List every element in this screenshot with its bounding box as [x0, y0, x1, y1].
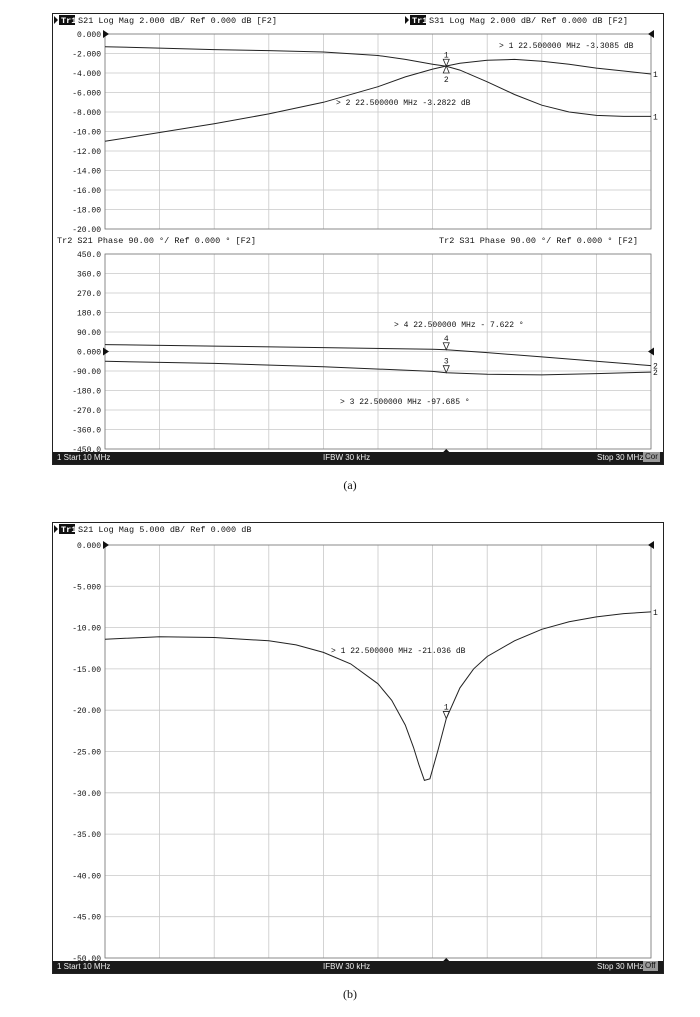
chart-a-top-ytick-label: -2.000: [72, 50, 101, 60]
status-ifbw-a: IFBW 30 kHz: [323, 453, 371, 462]
chart-a-bottom-ytick-label: 270.0: [76, 290, 101, 299]
chart-a-bottom-ytick-label: -270.0: [72, 407, 101, 416]
chart-b-ytick-label: -5.000: [72, 583, 101, 593]
chart-b-ytick-label: -30.00: [72, 789, 101, 799]
chart-b-marker-label: 1: [443, 703, 449, 713]
chart-a-top-ytick-label: -8.000: [72, 109, 101, 118]
chart-a-bottom-marker-label: 3: [443, 357, 449, 367]
chart-a-top-marker-readout: > 2 22.500000 MHz -3.2822 dB: [336, 99, 471, 108]
status-bar-b: [53, 961, 663, 973]
header-s21-logmag-text: S21 Log Mag 2.000 dB/ Ref 0.000 dB [F2]: [78, 16, 277, 26]
chart-a-bottom-marker-triangle: [443, 343, 449, 350]
chart-a-bottom-ytick-label: -180.0: [72, 387, 101, 397]
chart-a-top-ytick-label: -14.00: [72, 167, 101, 177]
caption-b: (b): [343, 987, 357, 1001]
chart-a-bottom-ytick-label: 450.0: [76, 251, 101, 260]
chart-a-bottom-ytick-label: 0.000: [76, 348, 101, 358]
chart-b-marker-readout: > 1 22.500000 MHz -21.036 dB: [331, 647, 466, 656]
chart-a-bottom-marker-triangle: [443, 366, 449, 373]
chart-a-top-ytick-label: -16.00: [72, 187, 101, 196]
chart-a-bottom-marker-readout: > 3 22.500000 MHz -97.685 °: [340, 398, 470, 407]
chart-a-top-ref-pointer-left: [103, 30, 109, 38]
chart-panel-a: [52, 13, 664, 465]
header-s21-logmag-b-active-arrow: [54, 525, 58, 533]
status-ifbw-b: IFBW 30 kHz: [323, 962, 371, 971]
chart-a-top-ytick-label: 0.000: [76, 31, 101, 40]
chart-b-ytick-label: -50.00: [72, 955, 101, 961]
chart-a-top-ytick-label: -10.00: [72, 128, 101, 138]
status-stop-a: Stop 30 MHz: [597, 453, 644, 462]
chart-a-bottom-ytick-label: 180.0: [76, 309, 101, 319]
chart-b-ytick-label: -20.00: [72, 707, 101, 717]
chart-b-ytick-label: -35.00: [72, 831, 101, 841]
caption-a: (a): [343, 478, 357, 492]
chart-b-ytick-label: -10.00: [72, 624, 101, 634]
chart-a-top-ytick-label: -20.00: [72, 226, 101, 235]
chart-a-bottom-ytick-label: -360.0: [72, 426, 101, 436]
header-s21-logmag-b-text: S21 Log Mag 5.000 dB/ Ref 0.000 dB: [78, 525, 252, 535]
chart-a-top-series-end-label: 1: [653, 70, 658, 80]
status-off-badge-b[interactable]: Off: [645, 961, 656, 970]
chart-b-svg: [53, 523, 663, 961]
header-s21-logmag-b-badge: Tr1: [61, 525, 77, 535]
header-s21-phase: Tr2 S21 Phase 90.00 °/ Ref 0.000 ° [F2]: [57, 236, 256, 246]
status-start-a: 1 Start 10 MHz: [57, 453, 111, 462]
chart-a-bottom-marker-label: 4: [443, 334, 449, 344]
header-s31-logmag-badge: Tr1: [412, 16, 428, 26]
chart-a-top-marker-label: 1: [443, 51, 449, 61]
chart-b-ytick-label: -15.00: [72, 665, 101, 675]
header-s21-logmag-badge: Tr1: [61, 16, 77, 26]
chart-b-ytick-label: -25.00: [72, 748, 101, 758]
chart-a-top-ytick-label: -6.000: [72, 89, 101, 99]
chart-a-bottom-group: [72, 251, 658, 452]
chart-a-top-ytick-label: -18.00: [72, 206, 101, 216]
status-bar-a: [53, 452, 663, 464]
chart-panel-b: [52, 522, 664, 974]
chart-a-top-marker-label: 2: [443, 75, 449, 85]
chart-b-group: [72, 541, 658, 961]
chart-a-bottom-ytick-label: -90.00: [72, 368, 101, 377]
chart-a-svg: [53, 14, 663, 452]
chart-b-series-end-label: 1: [653, 608, 658, 618]
chart-a-top-series-end-label: 1: [653, 113, 658, 123]
chart-a-top-ytick-label: -4.000: [72, 70, 101, 79]
header-s31-logmag-active-arrow: [405, 16, 409, 24]
chart-b-ref-pointer-left: [103, 541, 109, 549]
chart-a-top-group: [72, 30, 658, 235]
chart-a-bottom-ytick-label: 360.0: [76, 270, 101, 280]
chart-a-top-marker-readout: > 1 22.500000 MHz -3.3085 dB: [499, 42, 634, 51]
chart-b-ytick-label: -45.00: [72, 913, 101, 923]
header-s21-logmag-active-arrow: [54, 16, 58, 24]
chart-a-bottom-series-end-label: 2: [653, 369, 658, 379]
status-stop-b: Stop 30 MHz: [597, 962, 644, 971]
header-s31-phase: Tr2 S31 Phase 90.00 °/ Ref 0.000 ° [F2]: [439, 236, 638, 246]
status-start-b: 1 Start 10 MHz: [57, 962, 111, 971]
header-s31-logmag-text: S31 Log Mag 2.000 dB/ Ref 0.000 dB [F2]: [429, 16, 628, 26]
chart-a-top-ytick-label: -12.00: [72, 148, 101, 157]
chart-b-ytick-label: 0.000: [76, 542, 101, 551]
chart-a-bottom-marker-readout: > 4 22.500000 MHz - 7.622 °: [394, 321, 524, 330]
chart-a-bottom-ytick-label: -450.0: [72, 446, 101, 452]
status-cor-badge-a[interactable]: Cor: [645, 452, 658, 461]
chart-b-ytick-label: -40.00: [72, 872, 101, 882]
chart-a-bottom-series-end-label: 2: [653, 362, 658, 372]
chart-a-bottom-ref-pointer-left: [103, 348, 109, 356]
chart-a-bottom-ytick-label: 90.00: [76, 329, 101, 338]
